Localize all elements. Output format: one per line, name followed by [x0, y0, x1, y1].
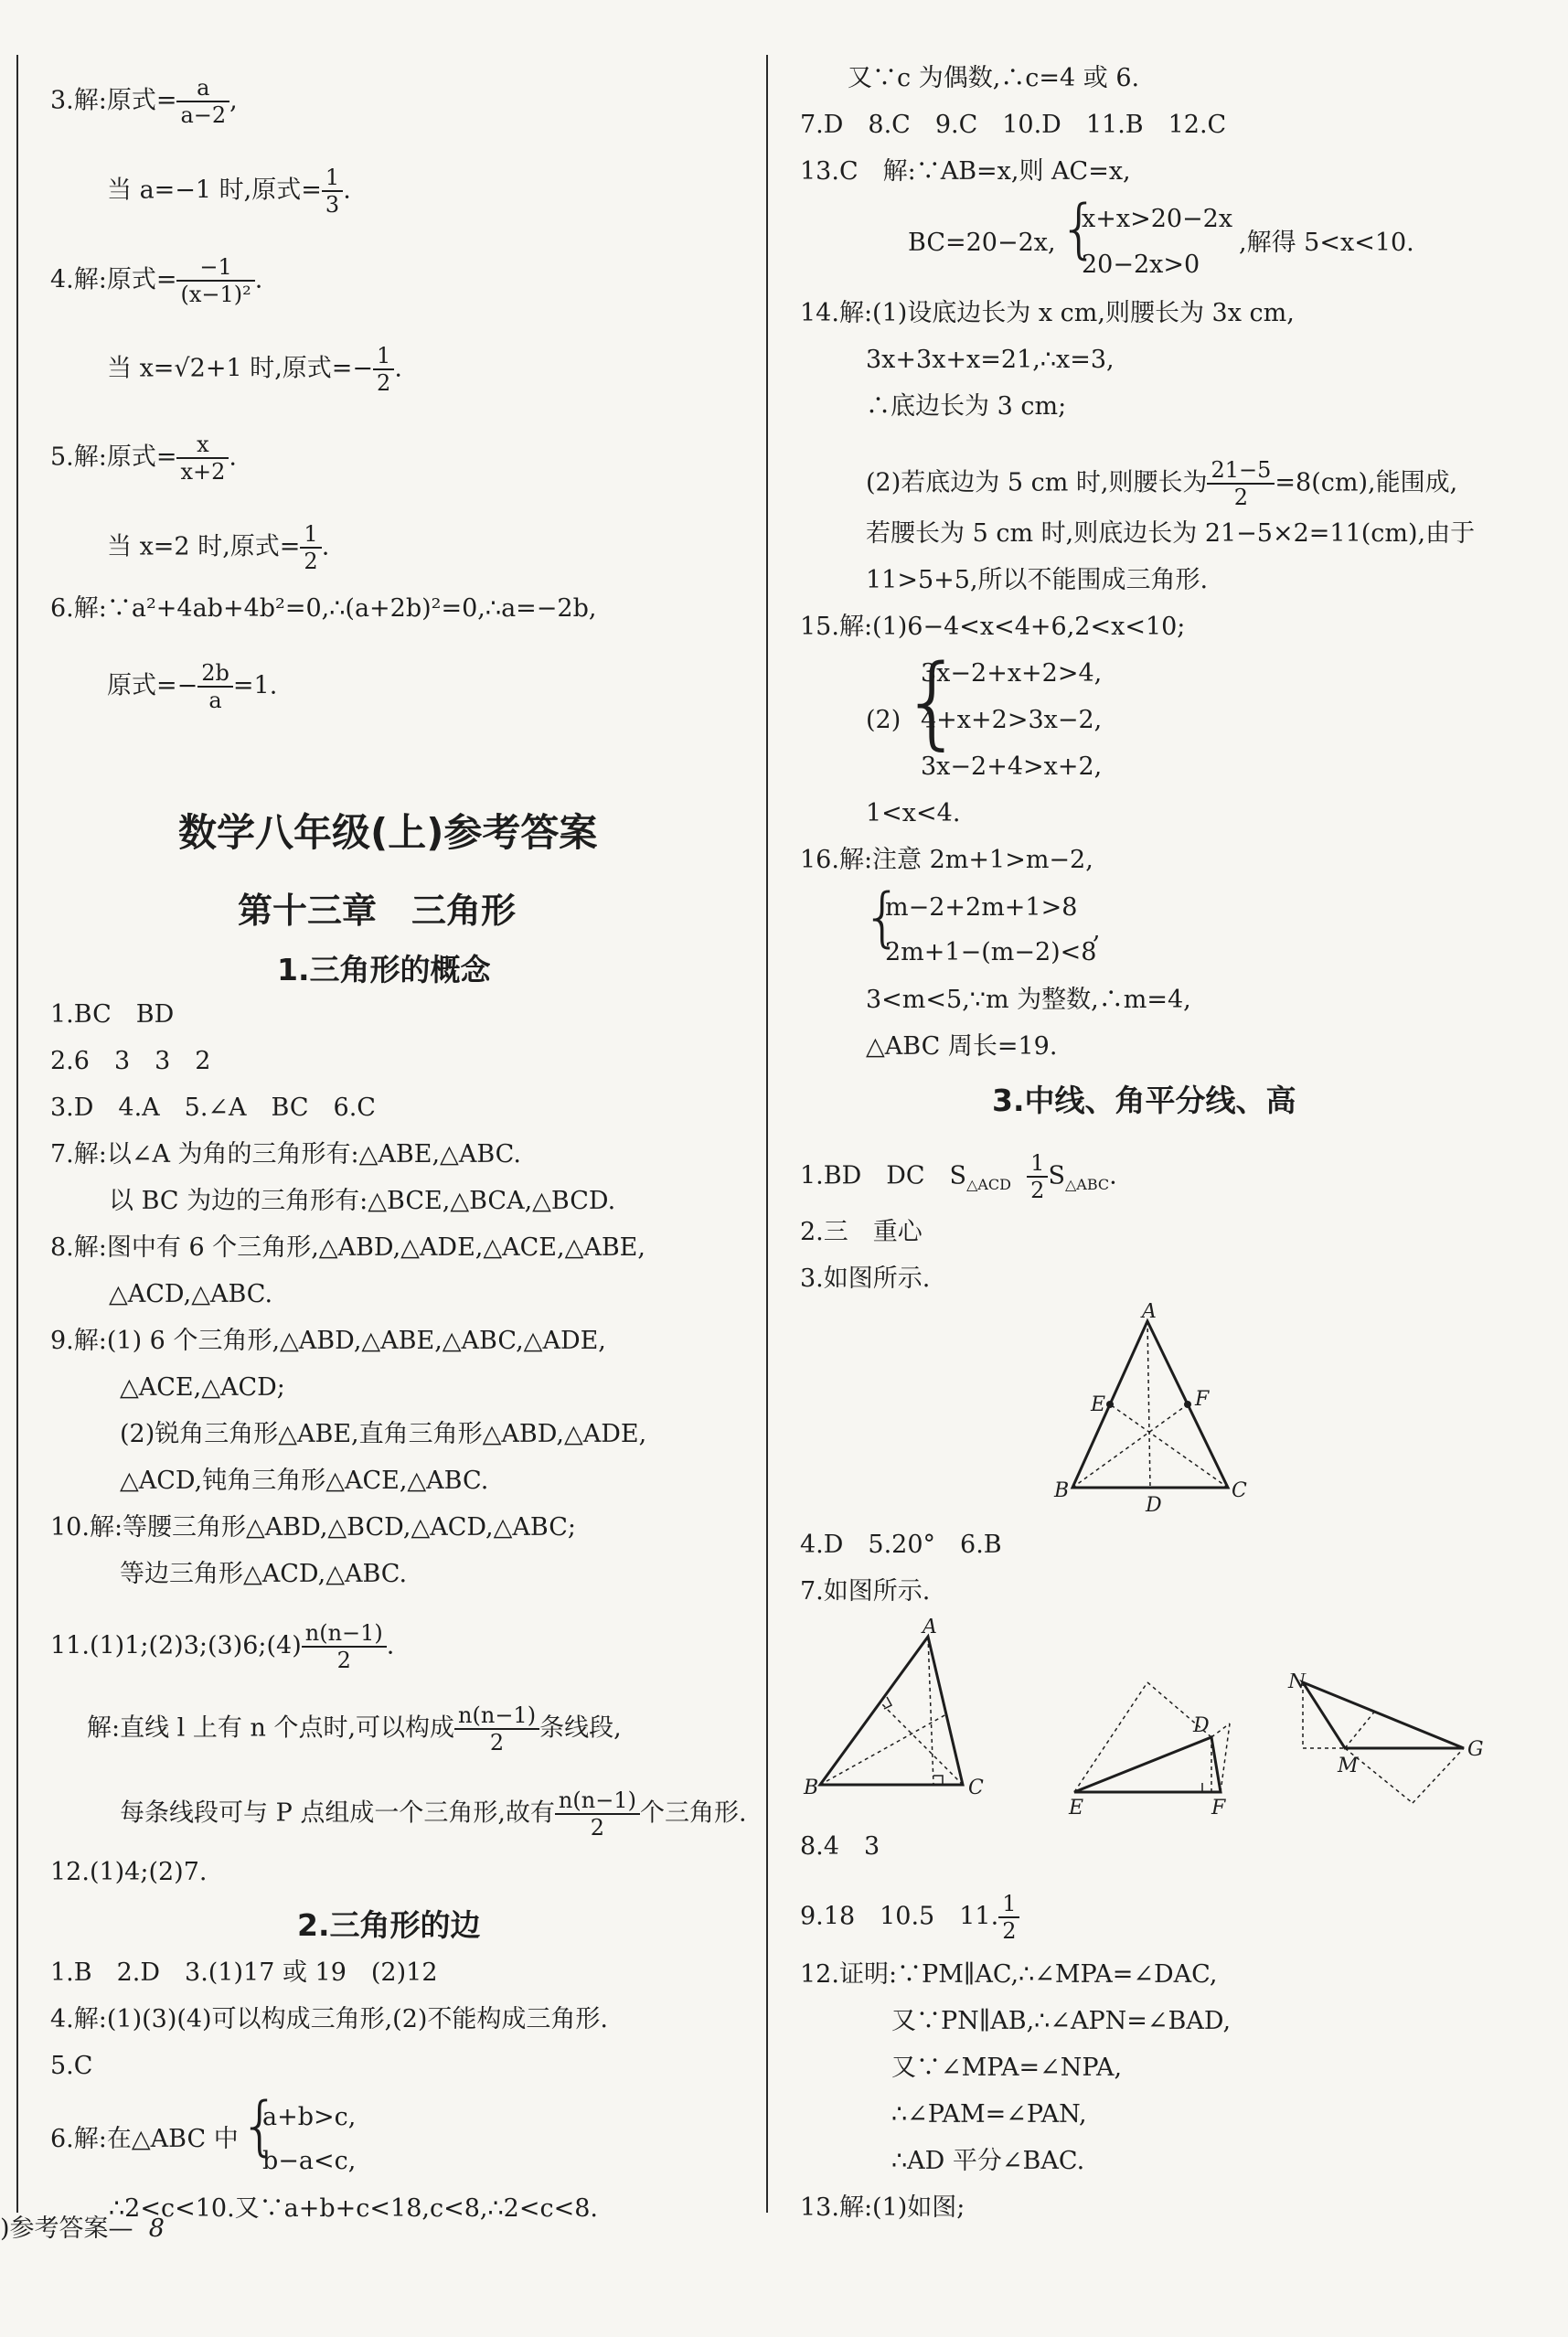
r-system-1: x+x>20−2x	[1082, 205, 1233, 233]
s1-line-6: 8.解:图中有 6 个三角形,△ABD,△ADE,△ACE,△ABE,	[50, 1233, 645, 1262]
answer-6-result: 原式=− $\frac{2b}{a}$ =1.	[107, 660, 278, 713]
fig4-label-m: M	[1338, 1755, 1359, 1777]
figure-altitudes-acute	[800, 1618, 1047, 1810]
section-2-title: 2.三角形的边	[297, 1907, 481, 1943]
fig2-label-c: C	[968, 1777, 984, 1799]
r-line-9: 若腰长为 5 cm 时,则底边长为 21−5×2=11(cm),由于	[866, 519, 1476, 548]
s1-line-16: 每条线段可与 P 点组成一个三角形,故有 $\frac{n(n-1)}{2}$ 个三角形.	[120, 1787, 747, 1841]
t-line-3: 3.如图所示.	[800, 1265, 931, 1293]
answer-6: 6.解:∵a²+4ab+4b²=0,∴(a+2b)²=0,∴a=−2b,	[50, 594, 597, 623]
t-line-2: 2.三 重心	[800, 1218, 923, 1246]
figure-medians-triangle	[1038, 1303, 1257, 1522]
answer-5: 5.解:原式= $\frac{x}{x+2}$ .	[50, 432, 237, 485]
t-line-13: 13.解:(1)如图;	[800, 2193, 965, 2222]
r-system4-2: 2m+1−(m−2)<8	[885, 938, 1097, 966]
fig1-label-a: A	[1142, 1303, 1157, 1323]
s1-line-12: 10.解:等腰三角形△ABD,△BCD,△ACD,△ABC;	[50, 1513, 576, 1542]
r-system4-tail: ,	[1093, 916, 1101, 944]
section-1-title: 1.三角形的概念	[277, 952, 491, 987]
s2-line-3: 5.C	[50, 2052, 93, 2080]
s1-line-4: 7.解:以∠A 为角的三角形有:△ABE,△ABC.	[50, 1140, 521, 1168]
t-line-8: 12.证明:∵PM∥AC,∴∠MPA=∠DAC,	[800, 1960, 1218, 1989]
r-system-2: 20−2x>0	[1082, 251, 1200, 279]
r-line-17: △ABC 周长=19.	[866, 1032, 1058, 1061]
t-line-7: 9.18 10.5 11. $\frac{1}{2}$	[800, 1891, 1019, 1944]
s1-line-13: 等边三角形△ACD,△ABC.	[120, 1560, 408, 1588]
r-line-8: (2)若底边为 5 cm 时,则腰长为 $\frac{21-5}{2}$ =8(cm),能围成,	[866, 457, 1458, 510]
s2-line-5: ∴2<c<10.又∵a+b+c<18,c<8,∴2<c<8.	[109, 2194, 598, 2223]
s1-line-2: 2.6 3 3 2	[50, 1047, 211, 1075]
page-number: 8	[148, 2214, 165, 2243]
figure-altitudes-obtuse-2	[1285, 1673, 1504, 1819]
fig4-label-n: N	[1288, 1673, 1307, 1693]
r-line-4: BC=20−2x,	[908, 229, 1056, 257]
s1-line-5: 以 BC 为边的三角形有:△BCE,△BCA,△BCD.	[109, 1187, 616, 1215]
r-line-5: 14.解:(1)设底边长为 x cm,则腰长为 3x cm,	[800, 299, 1295, 327]
t-line-5: 7.如图所示.	[800, 1577, 931, 1606]
fig3-label-e: E	[1069, 1797, 1084, 1819]
chapter-title: 第十三章 三角形	[238, 891, 517, 931]
system-brace: {	[862, 880, 903, 955]
s2-system-2: b−a<c,	[262, 2147, 357, 2175]
t-line-6: 8.4 3	[800, 1832, 880, 1861]
fig2-label-a: A	[923, 1618, 937, 1638]
s2-line-1: 1.B 2.D 3.(1)17 或 19 (2)12	[50, 1958, 438, 1987]
r-system3-2: 4+x+2>3x−2,	[921, 706, 1103, 734]
s1-line-7: △ACD,△ABC.	[109, 1280, 273, 1308]
t-line-11: ∴∠PAM=∠PAN,	[891, 2100, 1087, 2129]
s1-line-3: 3.D 4.A 5.∠A BC 6.C	[50, 1094, 376, 1122]
answer-4: 4.解:原式= $\frac{-1}{\text{(x−1)²}}$ .	[50, 254, 263, 307]
t-line-4: 4.D 5.20° 6.B	[800, 1531, 1002, 1559]
s1-line-10: (2)锐角三角形△ABE,直角三角形△ABD,△ADE,	[120, 1420, 647, 1448]
r-line-3: 13.C 解:∵AB=x,则 AC=x,	[800, 157, 1131, 186]
figure-altitudes-obtuse	[1065, 1673, 1275, 1819]
t-line-1: 1.BD DC $S_{\triangle ACD}$ $\frac{1}{2}$ $S_{\triangle ABC}$.	[800, 1150, 1117, 1203]
system-brace: {	[1059, 191, 1100, 266]
s2-line-4: 6.解:在△ABC 中	[50, 2125, 239, 2153]
s1-line-15: 解:直线 l 上有 n 个点时,可以构成 $\frac{n(n-1)}{2}$ 条线段,	[87, 1702, 622, 1755]
r-line-16: 3<m<5,∵m 为整数,∴m=4,	[866, 986, 1191, 1014]
r-system3-3: 3x−2+4>x+2,	[921, 752, 1103, 781]
s1-line-11: △ACD,钝角三角形△ACE,△ABC.	[120, 1467, 489, 1495]
fig4-label-g: G	[1467, 1738, 1484, 1761]
fig1-label-e: E	[1091, 1393, 1106, 1416]
column-divider	[766, 55, 768, 2213]
r-line-11: 15.解:(1)6−4<x<4+6,2<x<10;	[800, 613, 1186, 641]
s1-line-8: 9.解:(1) 6 个三角形,△ABD,△ABE,△ABC,△ADE,	[50, 1327, 606, 1355]
t-line-12: ∴AD 平分∠BAC.	[891, 2147, 1085, 2175]
answer-3-eval: 当 a=−1 时,原式= $\frac{1}{3}$ .	[107, 165, 351, 218]
system-brace: {	[240, 2088, 281, 2163]
answer-4-eval: 当 x=√2+1 时,原式=− $\frac{1}{2}$ .	[107, 343, 402, 396]
r-system3-1: 3x−2+x+2>4,	[921, 659, 1103, 688]
r-line-14: 16.解:注意 2m+1>m−2,	[800, 846, 1093, 874]
s1-line-17: 12.(1)4;(2)7.	[50, 1858, 208, 1886]
r-line-1: 又∵c 为偶数,∴c=4 或 6.	[848, 64, 1140, 92]
fig1-label-d: D	[1146, 1494, 1162, 1517]
fig1-label-b: B	[1054, 1479, 1070, 1502]
fig2-label-b: B	[804, 1777, 819, 1799]
fig3-label-d: D	[1193, 1714, 1210, 1737]
r-line-13: 1<x<4.	[866, 799, 961, 827]
fig3-label-f: F	[1211, 1797, 1226, 1819]
answer-5-eval: 当 x=2 时,原式= $\frac{1}{2}$ .	[107, 521, 330, 574]
t-line-10: 又∵∠MPA=∠NPA,	[891, 2054, 1123, 2082]
s1-line-1: 1.BC BD	[50, 1000, 175, 1029]
r-line-4-tail: ,解得 5<x<10.	[1239, 229, 1414, 257]
r-line-10: 11>5+5,所以不能围成三角形.	[866, 566, 1209, 594]
t-line-9: 又∵PN∥AB,∴∠APN=∠BAD,	[891, 2007, 1232, 2035]
s1-line-9: △ACE,△ACD;	[120, 1373, 285, 1402]
fig1-label-f: F	[1195, 1388, 1210, 1411]
left-margin-rule	[16, 55, 18, 2213]
fig1-label-c: C	[1232, 1479, 1247, 1502]
r-system4-1: m−2+2m+1>8	[885, 893, 1078, 922]
r-line-2: 7.D 8.C 9.C 10.D 11.B 12.C	[800, 111, 1227, 139]
book-title: 数学八年级(上)参考答案	[178, 810, 598, 855]
s2-line-2: 4.解:(1)(3)(4)可以构成三角形,(2)不能构成三角形.	[50, 2005, 609, 2033]
system-brace: {	[901, 643, 965, 760]
page-footer: )参考答案— 8	[0, 2214, 165, 2243]
s1-line-14: 11.(1)1;(2)3;(3)6;(4) $\frac{n(n-1)}{2}$ .	[50, 1620, 395, 1673]
section-3-title: 3.中线、角平分线、高	[992, 1083, 1296, 1118]
r-line-12-label: (2)	[866, 706, 901, 734]
s2-system-1: a+b>c,	[262, 2103, 357, 2131]
answer-3: 3.解:原式= $\frac{a}{a-2}$ ,	[50, 75, 238, 128]
r-line-7: ∴底边长为 3 cm;	[866, 392, 1067, 421]
r-line-6: 3x+3x+x=21,∴x=3,	[866, 346, 1115, 374]
